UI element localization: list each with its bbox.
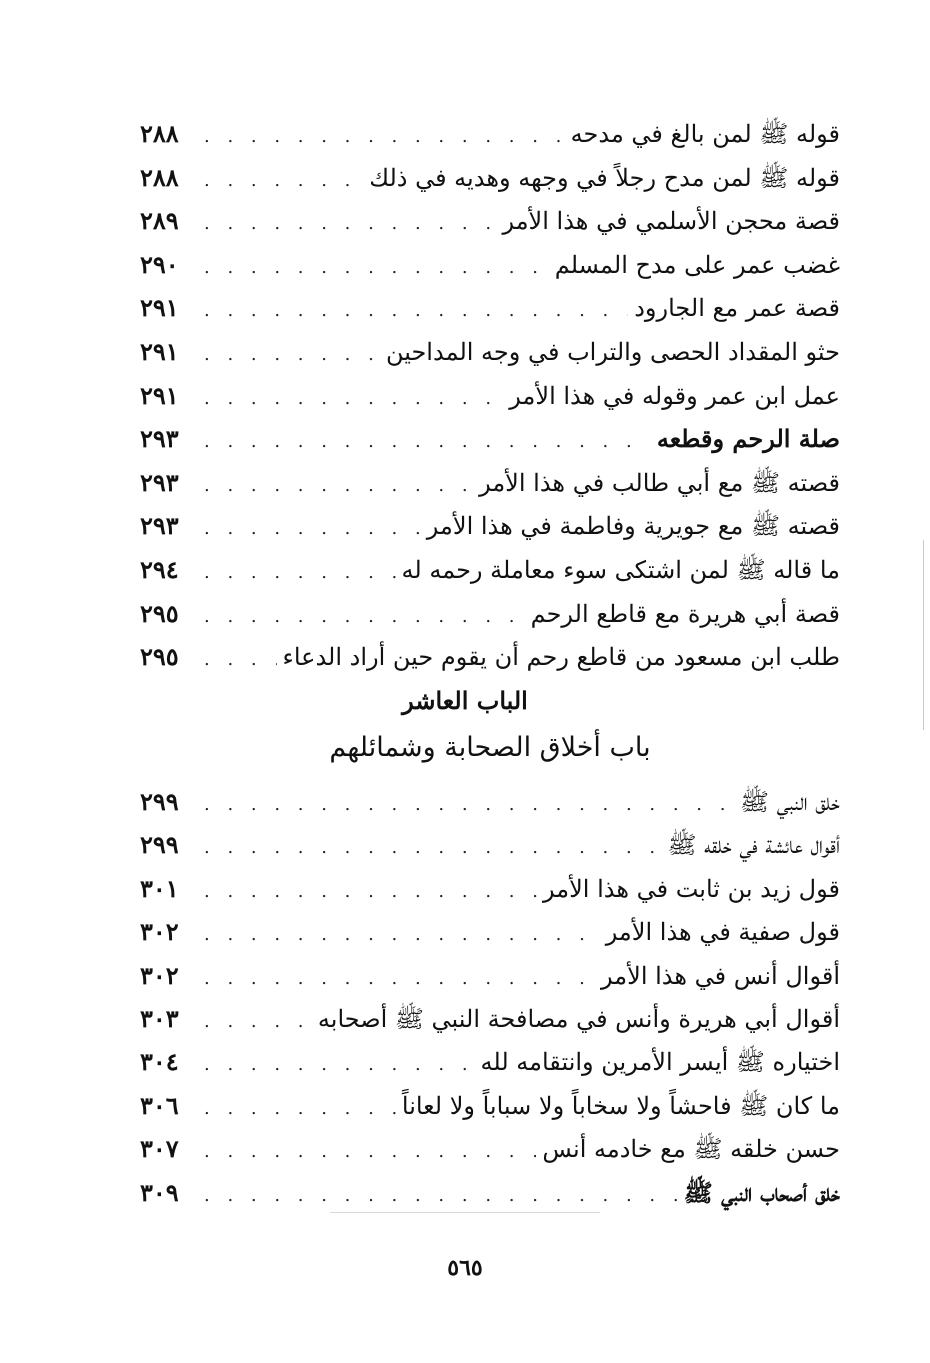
toc-entry-title: قصة عمر مع الجارود <box>634 294 840 323</box>
toc-entry <box>140 286 840 330</box>
toc-entry-title: عمل ابن عمر وقوله في هذا الأمر <box>509 381 840 410</box>
toc-entry-page: ٣٠٩ <box>140 1177 179 1207</box>
dot-leader <box>200 115 565 159</box>
toc-entry-title: أقوال عائشة في خلقه ﷺ <box>667 831 840 860</box>
toc-entry <box>140 1127 840 1170</box>
toc-entry-title: خلق النبي ﷺ <box>740 788 840 816</box>
chapter-subtitle: باب أخلاق الصحابة وشمائلهم <box>329 732 651 763</box>
dot-leader <box>200 595 525 639</box>
toc-section-heading <box>140 1171 840 1214</box>
toc-entry-page: ٢٩١ <box>140 336 179 366</box>
toc-entry-page: ٣٠٦ <box>140 1090 179 1120</box>
toc-entry <box>140 635 840 679</box>
toc-entry <box>140 592 840 636</box>
dot-leader <box>200 1174 678 1217</box>
toc-entry <box>140 867 840 910</box>
toc-entry-title: صلة الرحم وقطعه <box>656 424 840 454</box>
toc-entry <box>140 112 840 156</box>
toc-entry-title: أقوال أنس في هذا الأمر <box>601 961 840 990</box>
dot-leader <box>200 333 380 377</box>
chapter-title: الباب العاشر <box>402 686 528 715</box>
scan-edge-line <box>923 540 924 730</box>
dot-leader <box>200 1087 396 1130</box>
toc-entry <box>140 954 840 997</box>
toc-section-heading <box>140 417 840 461</box>
toc-entry <box>140 997 840 1040</box>
dot-leader <box>200 289 628 333</box>
dot-leader <box>200 507 421 551</box>
page-number: ٥٦٥ <box>447 1255 483 1281</box>
toc-entry-page: ٣٠٧ <box>140 1134 179 1164</box>
toc-entry-title: أقوال أبي هريرة وأنس في مصافحة النبي ﷺ أصحابه <box>317 1004 840 1033</box>
dot-leader <box>200 1000 312 1043</box>
scan-faint-rule <box>330 1212 600 1213</box>
toc-entry <box>140 780 840 823</box>
toc-entry <box>140 374 840 418</box>
toc-entry <box>140 823 840 866</box>
toc-entry-title: قوله ﷺ لمن مدح رجلاً في وجهه وهديه في ذلك <box>369 163 840 192</box>
toc-entry-title: ما قاله ﷺ لمن اشتكى سوء معاملة رحمه له <box>401 555 840 584</box>
dot-leader <box>200 870 537 913</box>
toc-entry-page: ٣٠٣ <box>140 1003 179 1033</box>
toc-entry-title: ما كان ﷺ فاحشاً ولا سخاباً ولا سباباً ولا لعاناً <box>401 1091 840 1120</box>
toc-entry-title: قول صفية في هذا الأمر <box>605 918 840 947</box>
toc-entry <box>140 548 840 592</box>
dot-leader <box>200 377 503 421</box>
dot-leader <box>200 202 496 246</box>
dot-leader <box>200 551 396 595</box>
toc-entry-page: ٢٩٥ <box>140 598 179 628</box>
toc-entry-title: طلب ابن مسعود من قاطع رحم أن يقوم حين أراد الدعاء <box>282 643 840 672</box>
toc-entry-page: ٢٩٤ <box>140 554 179 584</box>
dot-leader <box>200 826 661 869</box>
toc-entry <box>140 1040 840 1083</box>
toc-entry-page: ٢٩٥ <box>140 642 179 672</box>
toc-entry <box>140 1084 840 1127</box>
dot-leader <box>200 1043 475 1086</box>
toc-entry-page: ٢٩٣ <box>140 424 179 454</box>
toc-entry <box>140 243 840 287</box>
toc-entry-page: ٢٨٨ <box>140 119 179 148</box>
toc-section-two <box>140 780 840 1214</box>
dot-leader <box>200 957 595 1000</box>
toc-entry <box>140 910 840 953</box>
dot-leader <box>200 1130 536 1173</box>
toc-entry <box>140 199 840 243</box>
dot-leader <box>200 783 734 826</box>
toc-entry <box>140 504 840 548</box>
toc-entry-page: ٢٩١ <box>140 380 179 410</box>
toc-entry-page: ٣٠٤ <box>140 1047 179 1077</box>
dot-leader <box>200 638 277 682</box>
toc-entry-title: قصته ﷺ مع أبي طالب في هذا الأمر <box>479 468 840 497</box>
toc-entry-page: ٣٠١ <box>140 873 179 903</box>
toc-entry-title: قوله ﷺ لمن بالغ في مدحه <box>570 120 840 148</box>
toc-entry-page: ٢٨٨ <box>140 162 179 192</box>
toc-entry-title: قول زيد بن ثابت في هذا الأمر <box>543 874 840 903</box>
toc-entry-title: قصته ﷺ مع جويرية وفاطمة في هذا الأمر <box>426 512 840 541</box>
toc-entry-page: ٢٩١ <box>140 293 179 323</box>
dot-leader <box>200 246 549 290</box>
toc-entry <box>140 156 840 200</box>
toc-entry-title: غضب عمر على مدح المسلم <box>554 250 840 279</box>
toc-entry-page: ٢٩٩ <box>140 830 179 860</box>
dot-leader <box>200 420 651 464</box>
toc-entry-page: ٢٨٩ <box>140 206 179 236</box>
toc-entry-title: قصة أبي هريرة مع قاطع الرحم <box>530 599 840 628</box>
toc-entry-title: قصة محجن الأسلمي في هذا الأمر <box>502 207 840 236</box>
toc-entry-title: اختياره ﷺ أيسر الأمرين وانتقامه لله <box>480 1048 840 1077</box>
toc-entry-page: ٢٩٩ <box>140 787 179 816</box>
dot-leader <box>200 464 473 508</box>
dot-leader <box>200 159 363 203</box>
toc-section-one <box>140 112 840 679</box>
toc-entry <box>140 461 840 505</box>
toc-entry-title: حثو المقداد الحصى والتراب في وجه المداحين <box>385 337 840 366</box>
toc-entry-page: ٣٠٢ <box>140 917 179 947</box>
toc-entry-page: ٢٩٠ <box>140 249 179 279</box>
toc-entry-page: ٣٠٢ <box>140 960 179 990</box>
toc-entry-title: خلق أصحاب النبي ﷺ <box>683 1177 840 1207</box>
toc-entry-page: ٢٩٣ <box>140 467 179 497</box>
dot-leader <box>200 913 600 956</box>
toc-entry-title: حسن خلقه ﷺ مع خادمه أنس <box>542 1135 840 1164</box>
toc-entry-page: ٢٩٣ <box>140 511 179 541</box>
toc-entry <box>140 330 840 374</box>
